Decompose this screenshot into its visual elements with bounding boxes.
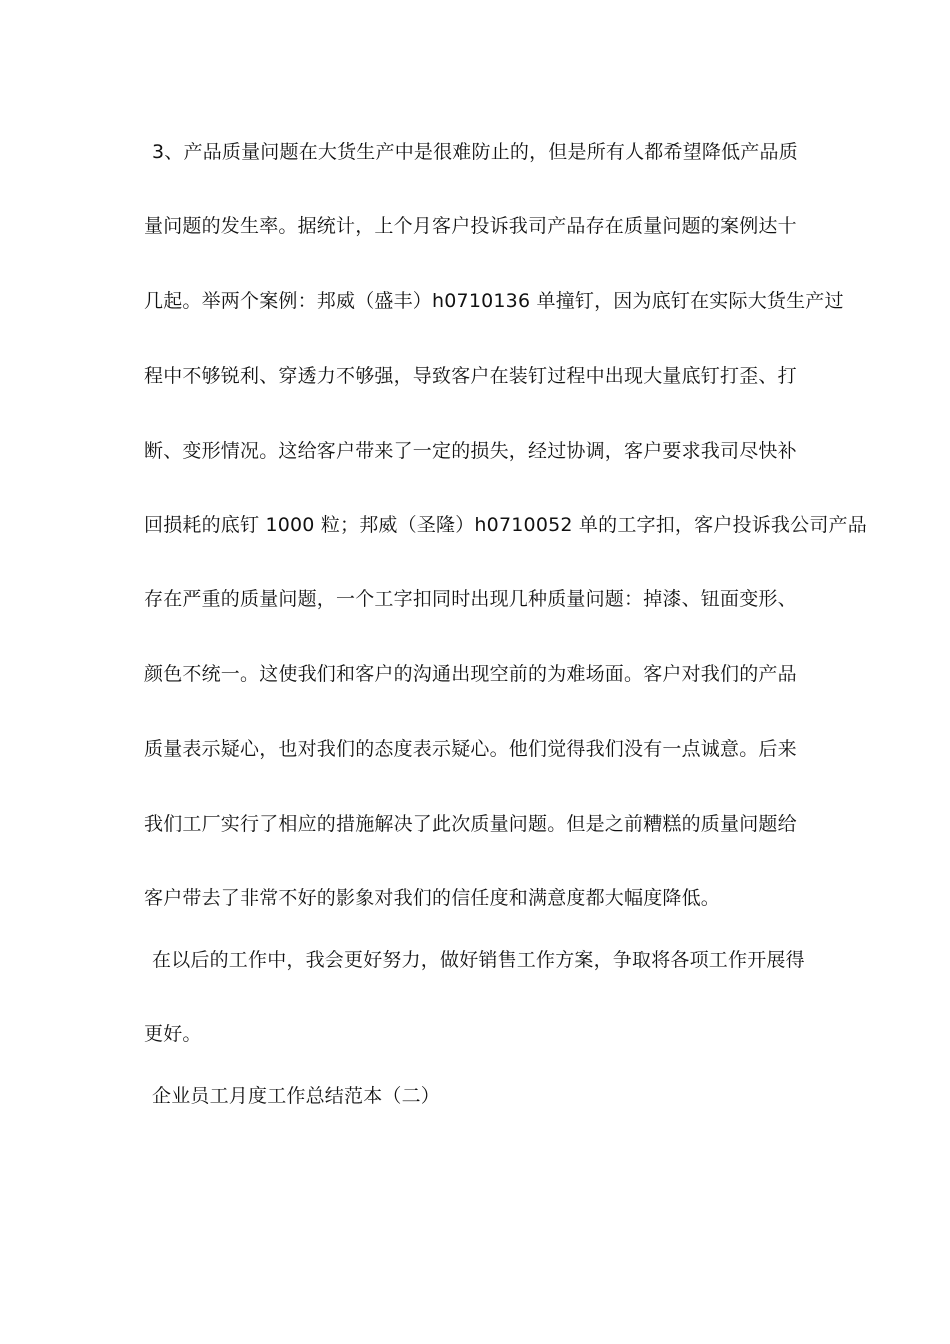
paragraph-1-line-4: 程中不够锐利、穿透力不够强，导致客户在装钉过程中出现大量底钉打歪、打 <box>144 365 797 387</box>
paragraph-1-line-8: 颜色不统一。这使我们和客户的沟通出现空前的为难场面。客户对我们的产品 <box>144 663 797 685</box>
section-heading: 企业员工月度工作总结范本（二） <box>152 1085 441 1107</box>
paragraph-1-line-10: 我们工厂实行了相应的措施解决了此次质量问题。但是之前糟糕的质量问题给 <box>144 813 797 835</box>
paragraph-2-line-1: 在以后的工作中，我会更好努力，做好销售工作方案，争取将各项工作开展得 <box>152 949 805 971</box>
paragraph-1-line-5: 断、变形情况。这给客户带来了一定的损失，经过协调，客户要求我司尽快补 <box>144 440 797 462</box>
paragraph-1-line-6: 回损耗的底钉 1000 粒；邦威（圣隆）h0710052 单的工字扣，客户投诉我公司产品 <box>144 514 867 536</box>
paragraph-1-line-7: 存在严重的质量问题，一个工字扣同时出现几种质量问题：掉漆、钮面变形、 <box>144 588 797 610</box>
paragraph-1-line-1: 3、产品质量问题在大货生产中是很难防止的，但是所有人都希望降低产品质 <box>152 141 798 163</box>
paragraph-1-line-11: 客户带去了非常不好的影象对我们的信任度和满意度都大幅度降低。 <box>144 887 721 909</box>
paragraph-1-line-2: 量问题的发生率。据统计，上个月客户投诉我司产品存在质量问题的案例达十 <box>144 215 797 237</box>
paragraph-1-line-9: 质量表示疑心，也对我们的态度表示疑心。他们觉得我们没有一点诚意。后来 <box>144 738 797 760</box>
paragraph-1-line-3: 几起。举两个案例：邦威（盛丰）h0710136 单撞钉，因为底钉在实际大货生产过 <box>144 290 844 312</box>
paragraph-2-line-2: 更好。 <box>144 1023 202 1045</box>
